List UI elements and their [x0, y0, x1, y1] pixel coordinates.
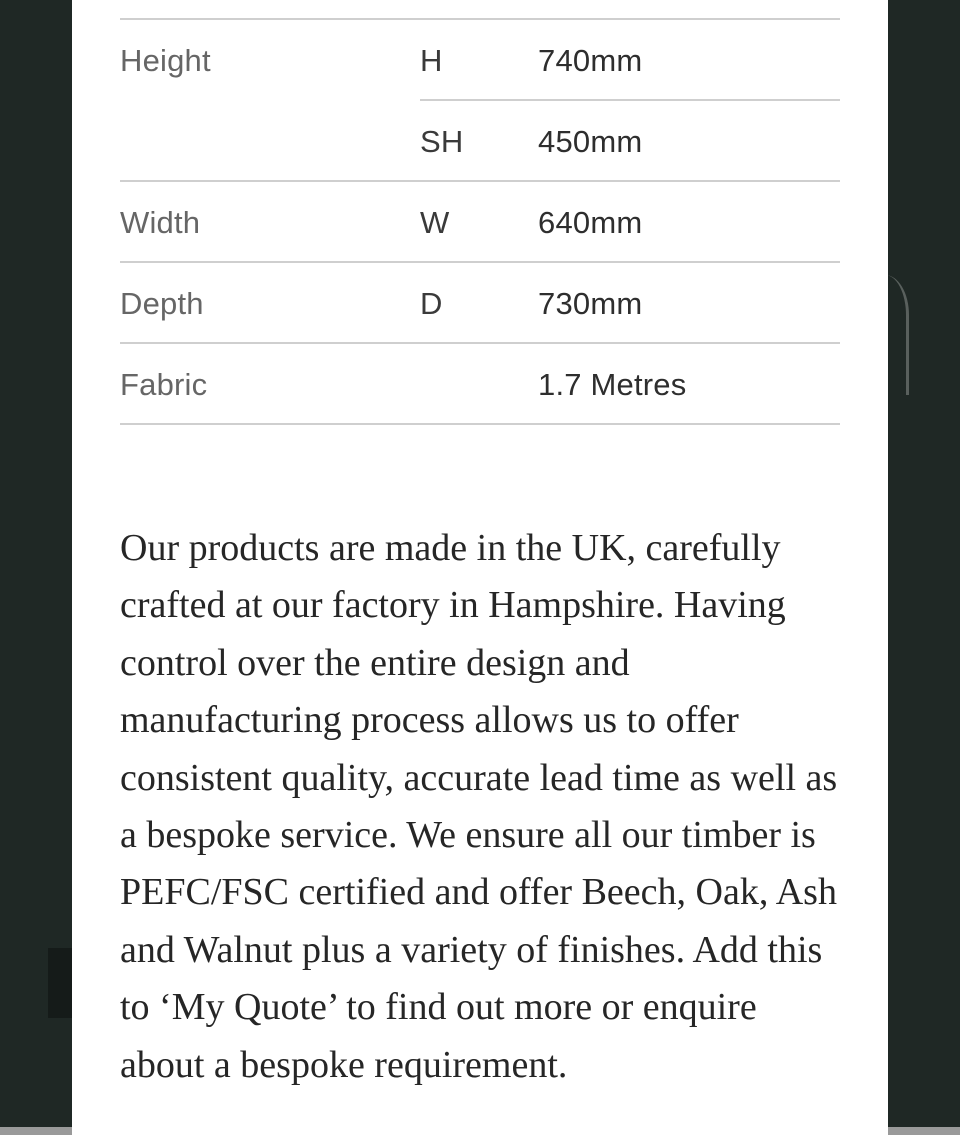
spec-code: D	[420, 286, 443, 321]
spec-value: 730mm	[538, 286, 643, 321]
spec-code: W	[420, 205, 450, 240]
spec-label: Width	[120, 205, 201, 240]
spec-label: Height	[120, 43, 211, 78]
dimensions-table	[120, 18, 840, 425]
table-row	[120, 101, 840, 182]
table-row	[120, 182, 840, 263]
table-row	[120, 344, 840, 425]
spec-value: 450mm	[538, 124, 643, 159]
spec-value: 740mm	[538, 43, 643, 78]
spec-label: Depth	[120, 286, 204, 321]
product-details-modal	[72, 0, 888, 1135]
spec-value: 640mm	[538, 205, 643, 240]
table-row	[120, 263, 840, 344]
spec-value: 1.7 Metres	[538, 367, 687, 402]
table-row	[120, 20, 840, 101]
spec-label: Fabric	[120, 367, 208, 402]
spec-code: H	[420, 43, 443, 78]
spec-code: SH	[420, 124, 464, 159]
product-description: Our products are made in the UK, carefully crafted at our factory in Hampshire. Having control over the entire design and manufacturing process allows us to offer consistent quality, accurate lead time as well as a bespoke service. We ensure all our timber is PEFC/FSC certified and offer Beech, Oak, Ash and Walnut plus a variety of finishes. Add this to ‘My Quote’ to find out more or enquire about a bespoke requirement.	[120, 527, 838, 1086]
